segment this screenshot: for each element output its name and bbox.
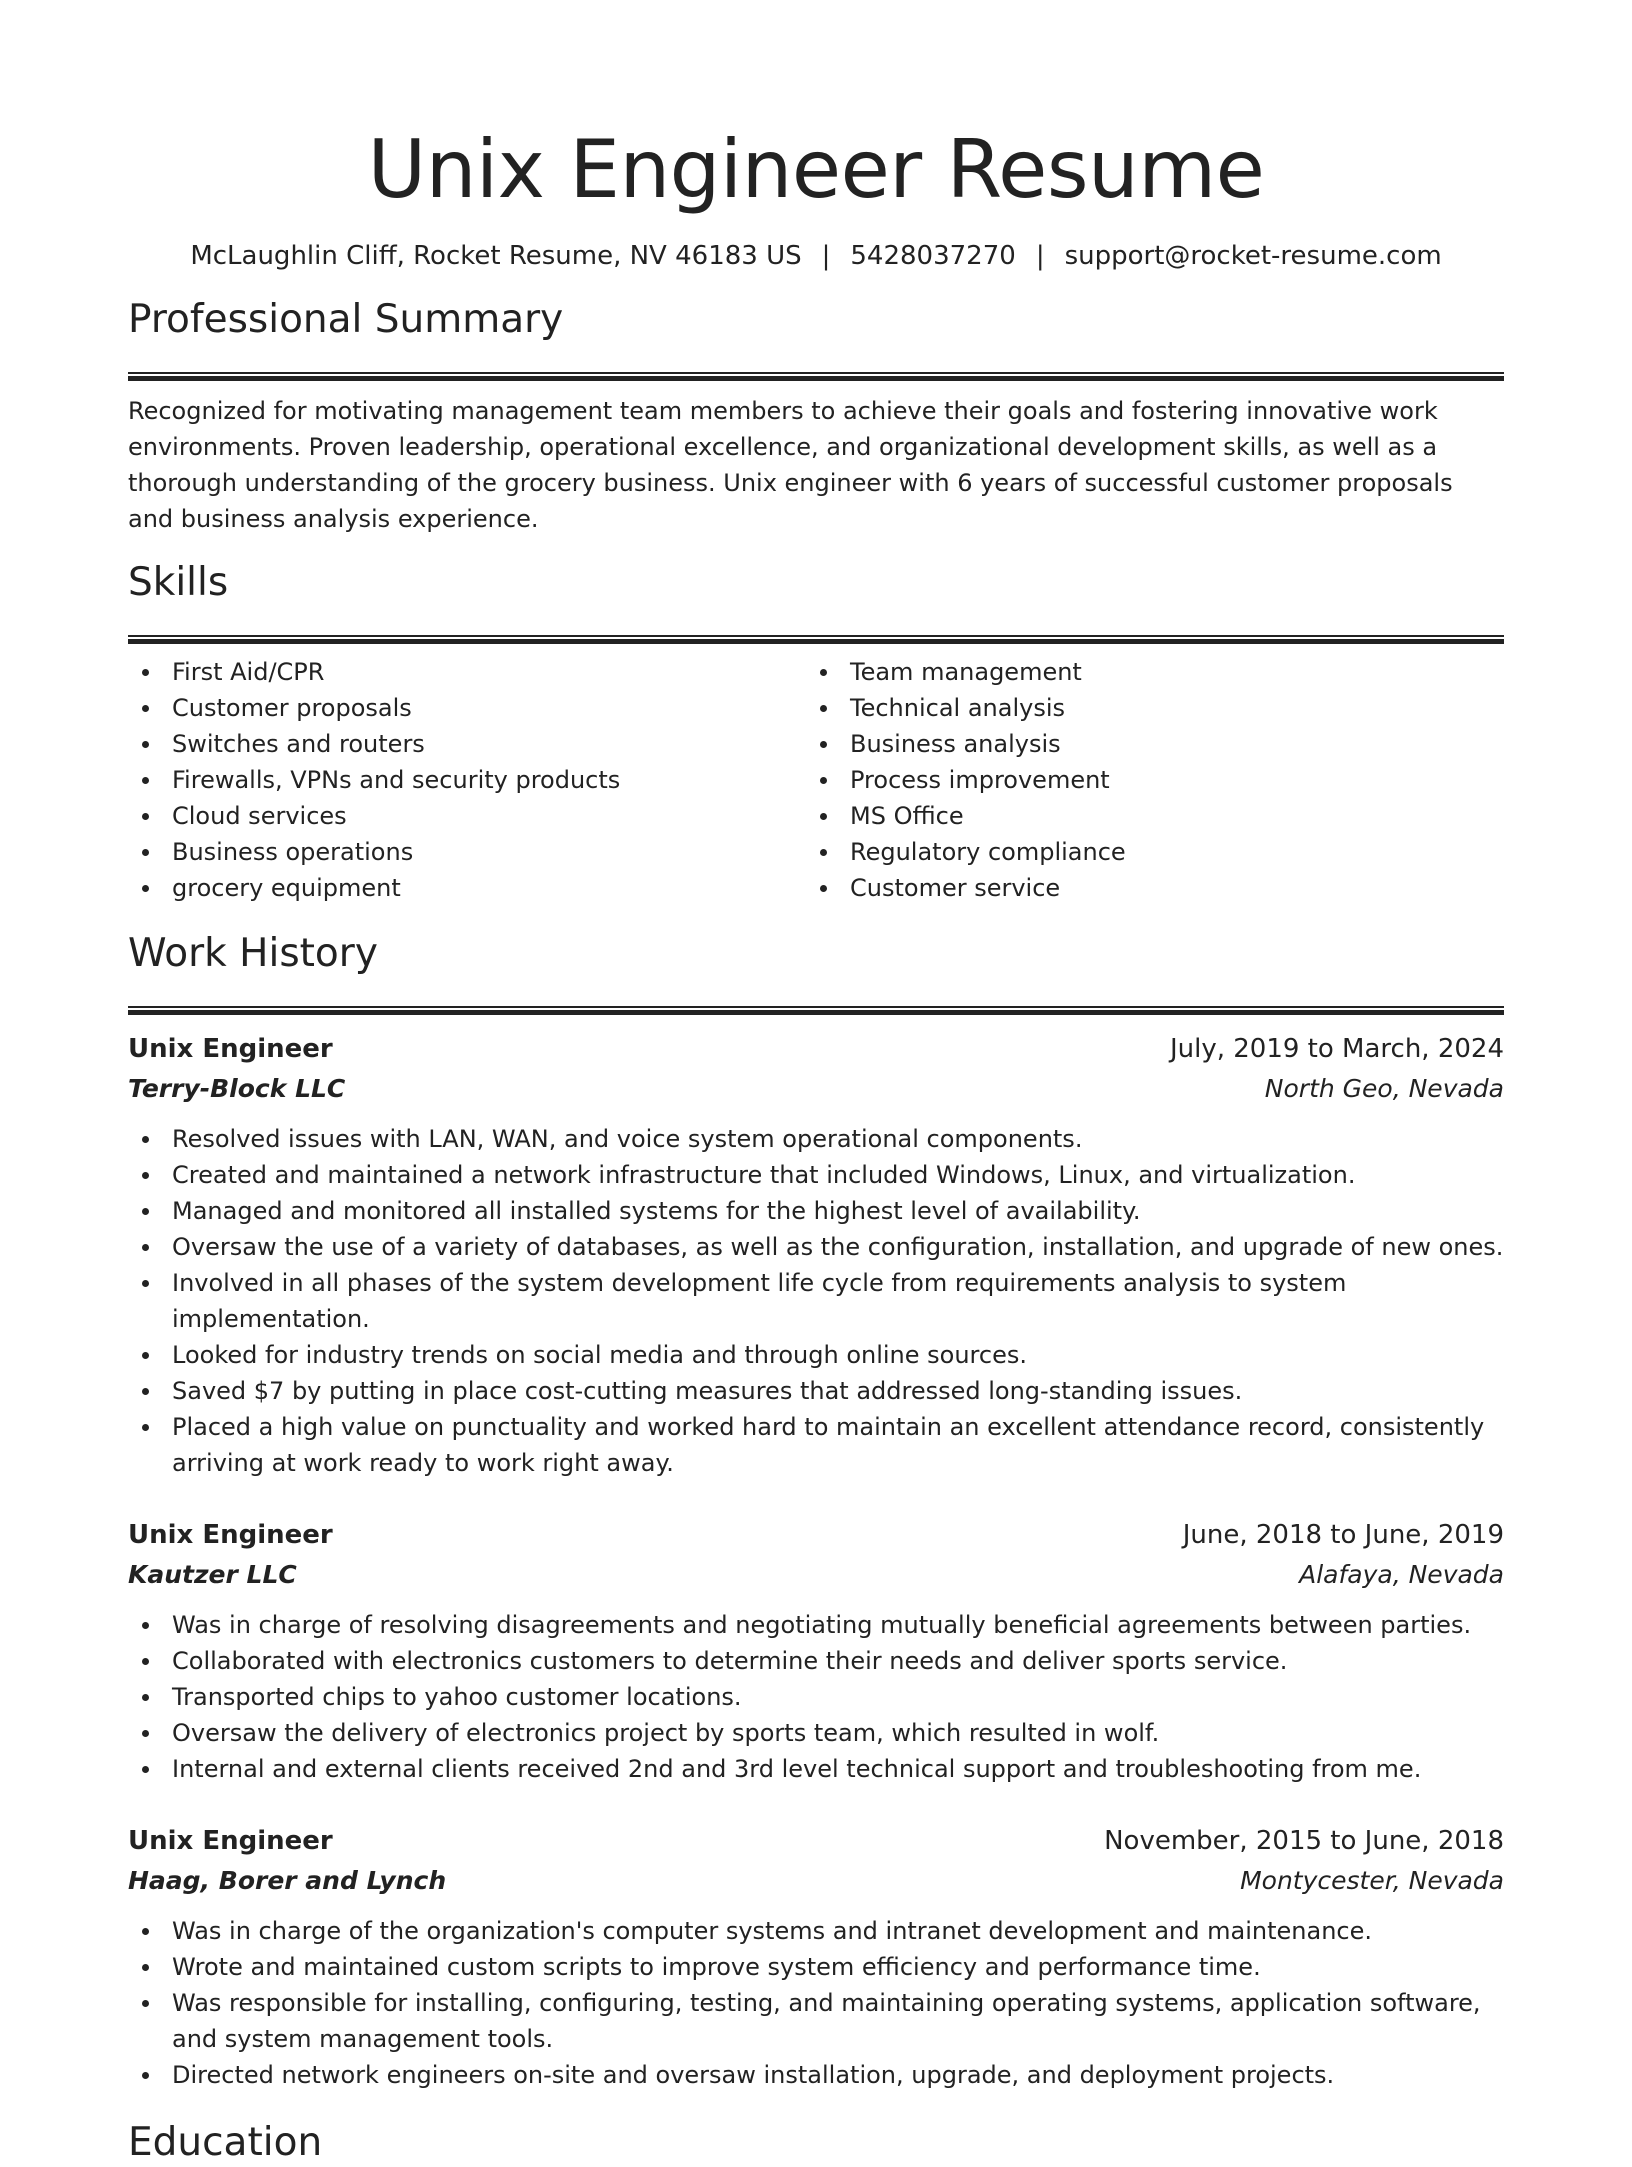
contact-separator: | xyxy=(821,241,831,271)
job-bullets xyxy=(128,1607,1504,1787)
job-dates: November, 2015 to June, 2018 xyxy=(1104,1826,1504,1856)
skill-item: Process improvement xyxy=(806,762,1484,798)
job-bullet: Involved in all phases of the system development life cycle from requirements analysis to system implementation. xyxy=(128,1265,1504,1337)
job-bullet: Directed network engineers on-site and oversaw installation, upgrade, and deployment projects. xyxy=(128,2057,1504,2093)
section-divider xyxy=(128,372,1504,381)
job-entry xyxy=(128,1821,1504,2093)
job-bullet: Collaborated with electronics customers to determine their needs and deliver sports service. xyxy=(128,1643,1504,1679)
job-header-row xyxy=(128,1515,1504,1555)
job-location: Alafaya, Nevada xyxy=(1299,1560,1504,1589)
section-heading-summary: Professional Summary xyxy=(128,297,564,342)
job-bullet: Was in charge of the organization's computer systems and intranet development and maintenance. xyxy=(128,1913,1504,1949)
job-location: North Geo, Nevada xyxy=(1264,1074,1504,1103)
skills-column-left xyxy=(128,654,806,906)
job-bullet: Resolved issues with LAN, WAN, and voice system operational components. xyxy=(128,1121,1504,1157)
job-company: Kautzer LLC xyxy=(128,1560,297,1589)
job-company-row xyxy=(128,1069,1504,1109)
job-title: Unix Engineer xyxy=(128,1826,333,1856)
skill-item: Cloud services xyxy=(128,798,806,834)
job-title: Unix Engineer xyxy=(128,1034,333,1064)
work-history-section xyxy=(128,930,1504,2093)
job-company: Terry-Block LLC xyxy=(128,1074,346,1103)
skill-item: Firewalls, VPNs and security products xyxy=(128,762,806,798)
skill-item: Customer service xyxy=(806,870,1484,906)
skill-item: Business analysis xyxy=(806,726,1484,762)
skills-section xyxy=(128,559,1504,906)
job-location: Montycester, Nevada xyxy=(1240,1866,1504,1895)
job-bullet: Wrote and maintained custom scripts to improve system efficiency and performance time. xyxy=(128,1949,1504,1985)
section-divider xyxy=(128,1006,1504,1015)
skill-item: Business operations xyxy=(128,834,806,870)
skill-item: grocery equipment xyxy=(128,870,806,906)
job-bullet: Placed a high value on punctuality and worked hard to maintain an excellent attendance record, consistently arriving at work ready to work right away. xyxy=(128,1409,1504,1481)
skill-item: First Aid/CPR xyxy=(128,654,806,690)
section-heading-education: Education xyxy=(128,2120,323,2165)
summary-text: Recognized for motivating management team members to achieve their goals and fostering innovative work environments. Proven leadership, operational excellence, and organizational development skills, as well as a thorough understanding of the grocery business. Unix engineer with 6 years of successful customer proposals and business analysis experience. xyxy=(128,397,1453,533)
skill-item: Regulatory compliance xyxy=(806,834,1484,870)
job-bullet: Oversaw the use of a variety of databases, as well as the configuration, installation, and upgrade of new ones. xyxy=(128,1229,1504,1265)
job-company-row xyxy=(128,1861,1504,1901)
job-bullet: Internal and external clients received 2nd and 3rd level technical support and troubleshooting from me. xyxy=(128,1751,1504,1787)
job-header-row xyxy=(128,1029,1504,1069)
job-bullet: Was in charge of resolving disagreements and negotiating mutually beneficial agreements between parties. xyxy=(128,1607,1504,1643)
job-bullet: Oversaw the delivery of electronics project by sports team, which resulted in wolf. xyxy=(128,1715,1504,1751)
skill-item: MS Office xyxy=(806,798,1484,834)
page-title: Unix Engineer Resume xyxy=(367,123,1265,216)
job-bullets xyxy=(128,1913,1504,2093)
skills-grid xyxy=(128,654,1504,906)
contact-line xyxy=(128,238,1504,274)
job-bullets xyxy=(128,1121,1504,1481)
job-bullet: Created and maintained a network infrastructure that included Windows, Linux, and virtualization. xyxy=(128,1157,1504,1193)
job-bullet: Looked for industry trends on social media and through online sources. xyxy=(128,1337,1504,1373)
job-entry xyxy=(128,1515,1504,1787)
skill-item: Customer proposals xyxy=(128,690,806,726)
skill-item: Team management xyxy=(806,654,1484,690)
contact-email: support@rocket-resume.com xyxy=(1064,241,1442,271)
professional-summary-section xyxy=(128,296,1504,537)
job-company-row xyxy=(128,1555,1504,1595)
job-bullet: Was responsible for installing, configuring, testing, and maintaining operating systems, application software, and system management tools. xyxy=(128,1985,1504,2057)
job-dates: July, 2019 to March, 2024 xyxy=(1169,1034,1504,1064)
job-bullet: Saved $7 by putting in place cost-cutting measures that addressed long-standing issues. xyxy=(128,1373,1504,1409)
contact-separator: | xyxy=(1035,241,1045,271)
contact-phone: 5428037270 xyxy=(850,241,1016,271)
section-heading-skills: Skills xyxy=(128,560,229,605)
job-bullet: Transported chips to yahoo customer locations. xyxy=(128,1679,1504,1715)
job-title: Unix Engineer xyxy=(128,1520,333,1550)
job-entry xyxy=(128,1029,1504,1481)
section-divider xyxy=(128,635,1504,644)
section-heading-work-history: Work History xyxy=(128,931,378,976)
job-bullet: Managed and monitored all installed systems for the highest level of availability. xyxy=(128,1193,1504,1229)
education-section xyxy=(128,2119,1504,2167)
skill-item: Switches and routers xyxy=(128,726,806,762)
skills-column-right xyxy=(806,654,1484,906)
skill-item: Technical analysis xyxy=(806,690,1484,726)
job-dates: June, 2018 to June, 2019 xyxy=(1182,1520,1504,1550)
job-header-row xyxy=(128,1821,1504,1861)
contact-address: McLaughlin Cliff, Rocket Resume, NV 46183 US xyxy=(190,241,802,271)
job-company: Haag, Borer and Lynch xyxy=(128,1866,447,1895)
